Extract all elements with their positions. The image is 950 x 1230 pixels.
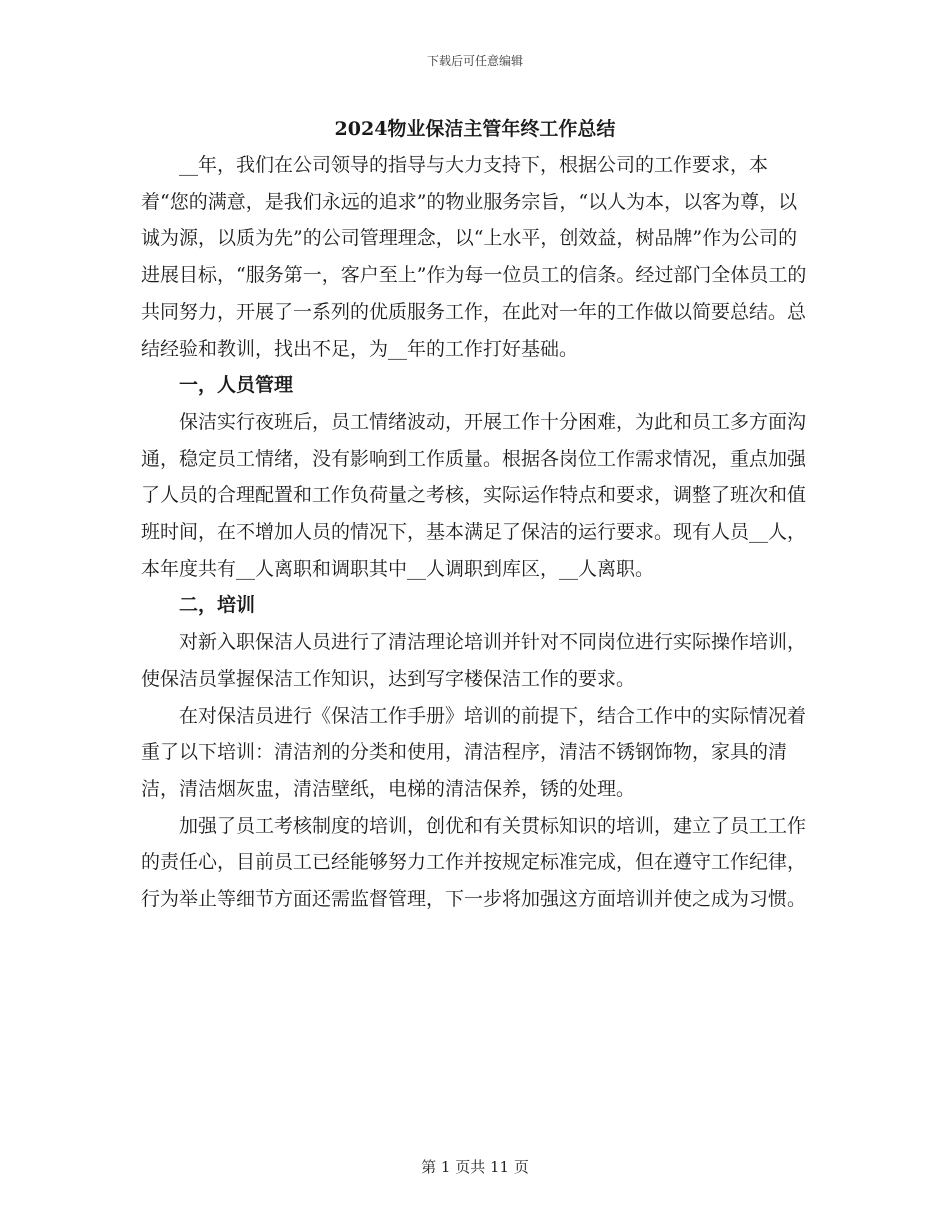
page-number: 第 1 页共 11 页 (421, 1158, 529, 1176)
section-heading-training: 二，培训 (179, 594, 256, 617)
training-paragraph-3: 加强了员工考核制度的培训，创优和有关贯标知识的培训，建立了员工工作的责任心，目前员工已经能够努力工作并按规定标准完成，但在遵守工作纪律，行为举止等细节方面还需监督管理，下一步将加强这方面培训并使之成为习惯。 (141, 814, 807, 911)
header-note: 下载后可任意编辑 (426, 54, 523, 68)
document-title: 2024物业保洁主管年终工作总结 (334, 118, 616, 140)
personnel-paragraph: 保洁实行夜班后，员工情绪波动，开展工作十分困难，为此和员工多方面沟通，稳定员工情绪，没有影响到工作质量。根据各岗位工作需求情况，重点加强了人员的合理配置和工作负荷量之考核，实际运作特点和要求，调整了班次和值班时间，在不增加人员的情况下，基本满足了保洁的运行要求。现有人员__人，本年度共有__人离职和调职其中__人调职到库区，__人离职。 (141, 410, 807, 580)
training-paragraph-2: 在对保洁员进行《保洁工作手册》培训的前提下，结合工作中的实际情况着重了以下培训：清洁剂的分类和使用，清洁程序，清洁不锈钢饰物，家具的清洁，清洁烟灰盅，清洁壁纸，电梯的清洁保养，锈的处理。 (141, 704, 807, 800)
document-body (141, 147, 811, 918)
section-heading-personnel: 一，人员管理 (179, 374, 294, 397)
intro-paragraph: __年，我们在公司领导的指导与大力支持下，根据公司的工作要求，本着“您的满意，是我们永远的追求”的物业服务宗旨，“以人为本，以客为尊，以诚为源，以质为先”的公司管理理念，以“上水平，创效益，树品牌”作为公司的进展目标，“服务第一，客户至上”作为每一位员工的信条。经过部门全体员工的共同努力，开展了一系列的优质服务工作，在此对一年的工作做以简要总结。总结经验和教训，找出不足，为__年的工作打好基础。 (141, 154, 807, 360)
training-paragraph-1: 对新入职保洁人员进行了清洁理论培训并针对不同岗位进行实际操作培训，使保洁员掌握保洁工作知识，达到写字楼保洁工作的要求。 (141, 631, 807, 690)
